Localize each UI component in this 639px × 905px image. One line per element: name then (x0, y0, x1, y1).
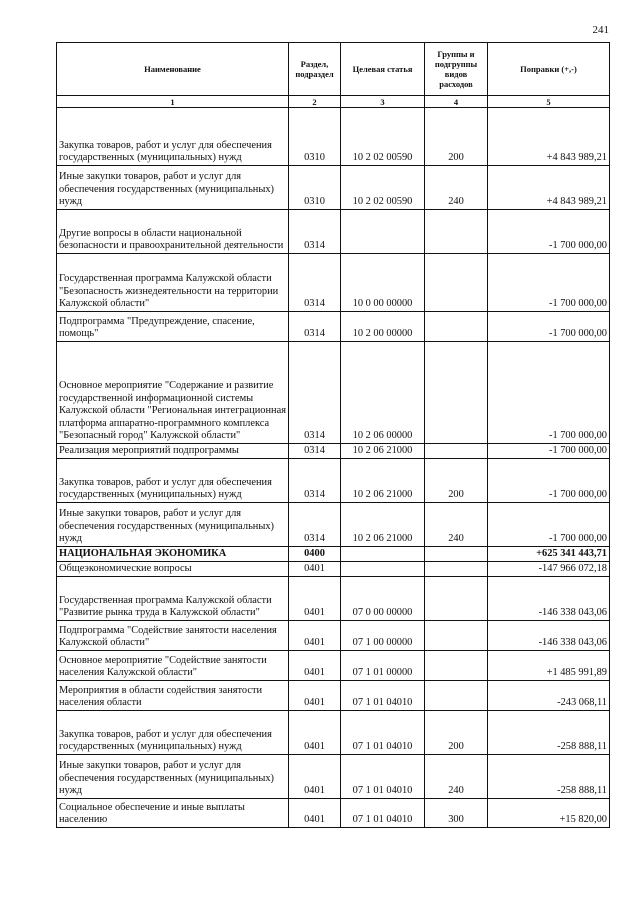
row-group (425, 254, 488, 312)
table-row (57, 342, 610, 444)
row-group: 200 (425, 459, 488, 503)
column-number: 2 (289, 96, 341, 108)
row-group (425, 312, 488, 342)
row-article: 07 1 00 00000 (341, 621, 425, 651)
column-number: 1 (57, 96, 289, 108)
row-amount: +4 843 989,21 (488, 108, 610, 166)
row-name: НАЦИОНАЛЬНАЯ ЭКОНОМИКА (57, 547, 289, 562)
row-article (341, 210, 425, 254)
table-row (57, 459, 610, 503)
row-name: Реализация мероприятий подпрограммы (57, 444, 289, 459)
row-amount: -147 966 072,18 (488, 562, 610, 577)
row-section: 0401 (289, 621, 341, 651)
row-amount: -258 888,11 (488, 711, 610, 755)
table-row (57, 547, 610, 562)
row-article: 07 1 01 04010 (341, 711, 425, 755)
row-amount: -1 700 000,00 (488, 342, 610, 444)
row-group (425, 651, 488, 681)
row-amount: -1 700 000,00 (488, 254, 610, 312)
row-amount: +625 341 443,71 (488, 547, 610, 562)
row-section: 0314 (289, 342, 341, 444)
row-section: 0401 (289, 799, 341, 828)
column-number: 3 (341, 96, 425, 108)
row-section: 0314 (289, 444, 341, 459)
row-group: 300 (425, 799, 488, 828)
row-section: 0401 (289, 711, 341, 755)
table-row (57, 799, 610, 828)
table-row (57, 503, 610, 547)
row-amount: -243 068,11 (488, 681, 610, 711)
row-amount: -258 888,11 (488, 755, 610, 799)
row-article: 10 2 02 00590 (341, 166, 425, 210)
row-amount: -146 338 043,06 (488, 621, 610, 651)
row-amount: -146 338 043,06 (488, 577, 610, 621)
row-group: 200 (425, 108, 488, 166)
column-number-row (57, 96, 610, 108)
row-name: Социальное обеспечение и иные выплаты населению (57, 799, 289, 828)
row-name: Закупка товаров, работ и услуг для обеспечения государственных (муниципальных) нужд (57, 711, 289, 755)
table-row (57, 210, 610, 254)
row-article: 07 1 01 04010 (341, 799, 425, 828)
row-group: 200 (425, 711, 488, 755)
row-name: Закупка товаров, работ и услуг для обеспечения государственных (муниципальных) нужд (57, 459, 289, 503)
row-article: 10 2 06 21000 (341, 459, 425, 503)
row-article (341, 562, 425, 577)
table-row (57, 562, 610, 577)
row-amount: +15 820,00 (488, 799, 610, 828)
row-section: 0310 (289, 166, 341, 210)
table-row (57, 711, 610, 755)
row-section: 0310 (289, 108, 341, 166)
row-article: 10 2 02 00590 (341, 108, 425, 166)
header-amount: Поправки (+,-) (488, 43, 610, 96)
row-amount: -1 700 000,00 (488, 210, 610, 254)
row-amount: -1 700 000,00 (488, 312, 610, 342)
table-row (57, 577, 610, 621)
row-article: 10 2 06 21000 (341, 444, 425, 459)
row-section: 0401 (289, 755, 341, 799)
row-amount: -1 700 000,00 (488, 503, 610, 547)
row-amount: +4 843 989,21 (488, 166, 610, 210)
row-name: Подпрограмма "Предупреждение, спасение, помощь" (57, 312, 289, 342)
table-row (57, 254, 610, 312)
row-group (425, 562, 488, 577)
table-row (57, 312, 610, 342)
header-article: Целевая статья (341, 43, 425, 96)
row-section: 0401 (289, 681, 341, 711)
row-amount: -1 700 000,00 (488, 444, 610, 459)
row-section: 0314 (289, 503, 341, 547)
row-article: 10 2 00 00000 (341, 312, 425, 342)
budget-table (56, 42, 610, 828)
table-row (57, 651, 610, 681)
row-group: 240 (425, 755, 488, 799)
row-group (425, 621, 488, 651)
row-section: 0401 (289, 651, 341, 681)
row-name: Государственная программа Калужской области "Безопасность жизнедеятельности на территории Калужской области" (57, 254, 289, 312)
column-number: 4 (425, 96, 488, 108)
row-name: Основное мероприятие "Содействие занятости населения Калужской области" (57, 651, 289, 681)
row-group (425, 342, 488, 444)
row-amount: -1 700 000,00 (488, 459, 610, 503)
table-row (57, 108, 610, 166)
row-section: 0400 (289, 547, 341, 562)
table-row (57, 621, 610, 651)
row-group (425, 681, 488, 711)
header-group: Группы и подгруппы видов расходов (425, 43, 488, 96)
row-name: Иные закупки товаров, работ и услуг для обеспечения государственных (муниципальных) нужд (57, 503, 289, 547)
table-row (57, 166, 610, 210)
page-number: 241 (592, 24, 609, 36)
row-article: 07 0 00 00000 (341, 577, 425, 621)
row-article: 07 1 01 00000 (341, 651, 425, 681)
row-name: Другие вопросы в области национальной безопасности и правоохранительной деятельности (57, 210, 289, 254)
row-name: Подпрограмма "Содействие занятости населения Калужской области" (57, 621, 289, 651)
row-group: 240 (425, 503, 488, 547)
row-article: 10 2 06 00000 (341, 342, 425, 444)
row-group (425, 577, 488, 621)
table-row (57, 444, 610, 459)
row-article: 07 1 01 04010 (341, 755, 425, 799)
row-section: 0314 (289, 459, 341, 503)
row-name: Закупка товаров, работ и услуг для обеспечения государственных (муниципальных) нужд (57, 108, 289, 166)
row-name: Государственная программа Калужской области "Развитие рынка труда в Калужской области" (57, 577, 289, 621)
row-name: Мероприятия в области содействия занятости населения области (57, 681, 289, 711)
header-name: Наименование (57, 43, 289, 96)
row-article: 10 2 06 21000 (341, 503, 425, 547)
row-group (425, 547, 488, 562)
row-name: Иные закупки товаров, работ и услуг для обеспечения государственных (муниципальных) нужд (57, 755, 289, 799)
table-row (57, 755, 610, 799)
header-row (57, 43, 610, 96)
row-section: 0314 (289, 210, 341, 254)
row-name: Иные закупки товаров, работ и услуг для обеспечения государственных (муниципальных) нужд (57, 166, 289, 210)
row-name: Основное мероприятие "Содержание и развитие государственной информационной системы Калужской области "Региональная интеграционная платформа аппаратно-программного комплекса "Безопасный город" Калужской области" (57, 342, 289, 444)
row-section: 0314 (289, 254, 341, 312)
row-group: 240 (425, 166, 488, 210)
row-section: 0401 (289, 577, 341, 621)
row-group (425, 210, 488, 254)
table-row (57, 681, 610, 711)
row-article (341, 547, 425, 562)
column-number: 5 (488, 96, 610, 108)
row-amount: +1 485 991,89 (488, 651, 610, 681)
row-group (425, 444, 488, 459)
row-section: 0314 (289, 312, 341, 342)
row-article: 10 0 00 00000 (341, 254, 425, 312)
row-name: Общеэкономические вопросы (57, 562, 289, 577)
header-section: Раздел, подраздел (289, 43, 341, 96)
row-article: 07 1 01 04010 (341, 681, 425, 711)
row-section: 0401 (289, 562, 341, 577)
